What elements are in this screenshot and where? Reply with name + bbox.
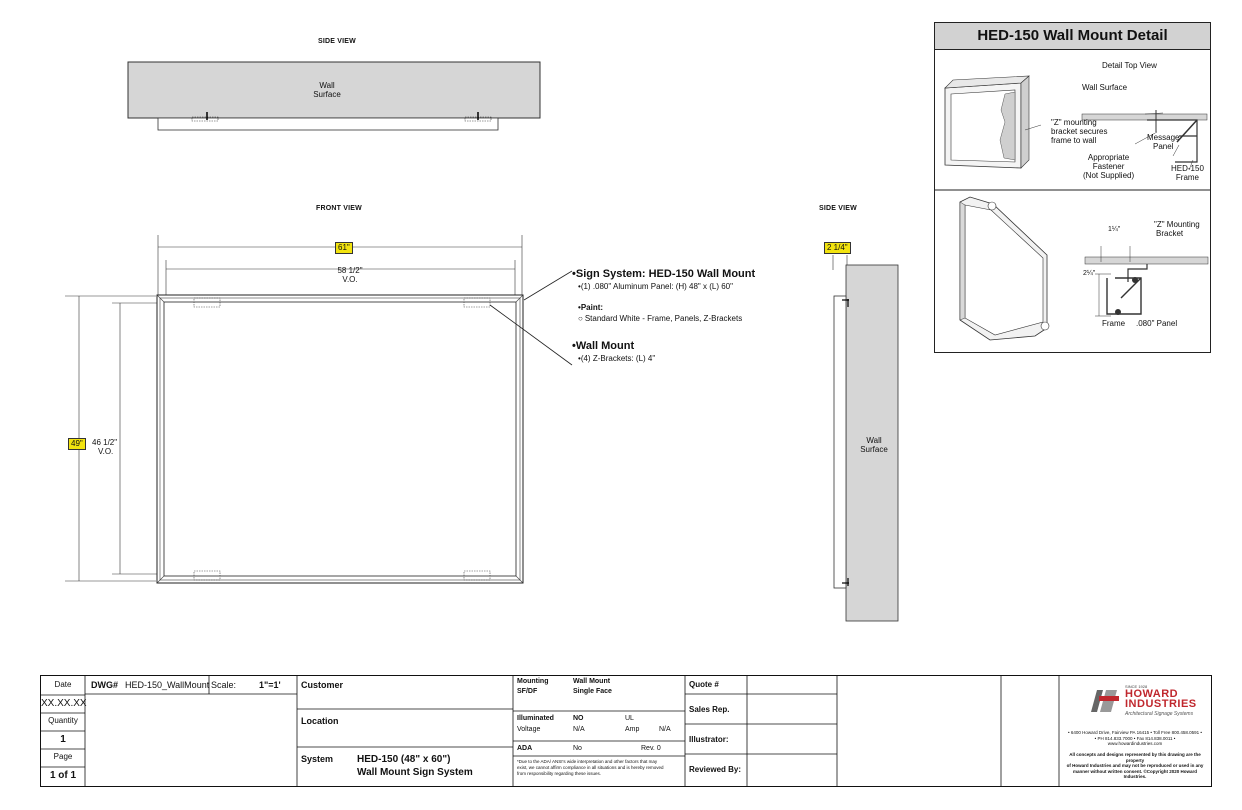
fastener-line3: (Not Supplied): [1083, 171, 1135, 180]
fastener-line2: Fastener: [1092, 162, 1125, 171]
ul-label: UL: [625, 715, 634, 722]
address-line1: • 6400 Howard Drive, Fairview PA 16415 • Toll Free 800.458.0591 •: [1068, 730, 1202, 735]
ada-disclaimer: [517, 759, 683, 777]
paint-title: Paint:: [580, 303, 604, 312]
date-label: Date: [54, 680, 72, 689]
copyright-line3: manner without written consent. ©Copyright 2020 Howard Industries.: [1072, 768, 1198, 779]
vo-height-sub: V.O.: [98, 447, 114, 456]
z-mounting-bracket-line1: "Z" Mounting: [1154, 220, 1200, 229]
system-label: System: [301, 754, 334, 764]
sales-rep-label: Sales Rep.: [689, 705, 730, 714]
vo-height-value: 46 1/2": [92, 438, 118, 447]
illuminated-label: Illuminated: [517, 715, 554, 722]
sign-system-title: Sign System: HED-150 Wall Mount: [575, 268, 756, 280]
logo-line2: INDUSTRIES: [1125, 698, 1197, 710]
z-mounting-bracket-label: [1154, 220, 1200, 238]
message-panel-line1: Message: [1147, 133, 1180, 142]
system-value-2: Wall Mount Sign System: [357, 767, 473, 778]
z-bracket-note-line2: bracket secures: [1051, 127, 1108, 136]
page-label: Page: [53, 752, 73, 761]
vo-width-value: 58 1/2": [337, 266, 363, 275]
detail-wall-surface-label: Wall Surface: [1082, 83, 1128, 92]
vo-width-label: [330, 266, 370, 284]
quote-label: Quote #: [689, 680, 719, 689]
z-bracket-note-line3: frame to wall: [1051, 136, 1097, 145]
howard-logo-mark: [1089, 686, 1119, 714]
sign-system-heading: •Sign System: HED-150 Wall Mount: [572, 268, 756, 280]
z-bracket-note-line1: "Z" mounting: [1051, 118, 1097, 127]
rev-value: Rev. 0: [641, 745, 661, 752]
dwg-value: HED-150_WallMount: [125, 680, 210, 690]
hed-frame-line1: HED-150: [1171, 164, 1204, 173]
logo-tagline: Architectural Signage Systems: [1125, 711, 1194, 717]
side-view-top-drawing: [120, 60, 560, 140]
wall-surface-right-line2: Surface: [860, 445, 888, 454]
hed-frame-line2: Frame: [1175, 173, 1200, 182]
paint-heading: •Paint:: [578, 303, 604, 312]
disclaimer-line2: exist, we cannot affirm compliance in all situations and is hereby removed: [517, 765, 664, 770]
date-value: XX.XX.XX: [41, 698, 87, 709]
detail-top-drawings: [935, 50, 1210, 352]
quantity-value: 1: [60, 734, 66, 745]
front-view-title: FRONT VIEW: [316, 205, 362, 212]
scale-label: Scale:: [211, 680, 237, 690]
sfdf-label: SF/DF: [517, 688, 538, 695]
vo-width-sub: V.O.: [342, 275, 358, 284]
wall-surface-right-line1: Wall: [866, 436, 882, 445]
side-view-right-title: SIDE VIEW: [819, 205, 857, 212]
logo-line1: HOWARD: [1125, 688, 1179, 700]
disclaimer-line1: *Due to the ADA/ ANSI's wide interpretation and other factors that may: [517, 759, 658, 764]
voltage-value: N/A: [573, 726, 585, 733]
wall-mount-item-text: (4) Z-Brackets: (L) 4": [580, 354, 656, 363]
illustrator-label: Illustrator:: [689, 735, 729, 744]
z-bracket-note: [1051, 118, 1107, 145]
quantity-label: Quantity: [48, 716, 78, 725]
system-value-1: HED-150 (48" x 60"): [357, 754, 451, 765]
ada-value: No: [573, 745, 582, 752]
paint-item: ○ Standard White - Frame, Panels, Z-Brackets: [578, 314, 743, 323]
z-mounting-bracket-line2: Bracket: [1156, 229, 1184, 238]
illuminated-value: NO: [573, 715, 584, 722]
wall-surface-top-line2: Surface: [313, 90, 341, 99]
overall-height-dim: 49": [68, 438, 86, 450]
paint-item-text: Standard White - Frame, Panels, Z-Brackets: [584, 314, 743, 323]
spec-notes: [572, 268, 832, 363]
panel-label: .080" Panel: [1136, 319, 1178, 328]
sfdf-value: Single Face: [573, 688, 612, 695]
voltage-label: Voltage: [517, 726, 541, 733]
amp-value: N/A: [659, 726, 671, 733]
copyright-line1: All concepts and designs represented by this drawing are the property: [1069, 752, 1201, 763]
sign-system-item-text: (1) .080" Aluminum Panel: (H) 48" x (L) 60": [580, 282, 733, 291]
message-panel-line2: Panel: [1153, 142, 1174, 151]
dim-2-1-4: 2¼": [1083, 270, 1096, 277]
company-address: [1061, 730, 1209, 747]
dwg-label: DWG#: [91, 680, 118, 690]
disclaimer-line3: from responsibility regarding these issues.: [517, 771, 602, 776]
frame-label: Frame: [1102, 319, 1126, 328]
title-block: [40, 675, 1212, 787]
mounting-label: Mounting: [517, 678, 549, 685]
address-line3: www.howardindustries.com: [1107, 741, 1163, 746]
front-view-drawing: [60, 225, 580, 600]
ada-label: ADA: [517, 745, 533, 752]
logo-since: SINCE 1928: [1125, 684, 1148, 689]
fastener-label: [1083, 153, 1134, 180]
wall-surface-top-label: [312, 81, 342, 99]
vo-height-label: [92, 438, 132, 456]
wall-mount-detail-panel: [934, 22, 1211, 353]
hed-frame-label: [1171, 164, 1204, 182]
address-line2: • PH 814.833.7000 • Fax 814.838.0011 •: [1094, 735, 1176, 741]
wall-surface-right-label: [857, 436, 891, 454]
customer-label: Customer: [301, 680, 344, 690]
detail-title: HED-150 Wall Mount Detail: [935, 23, 1210, 50]
wall-mount-title: Wall Mount: [575, 340, 635, 352]
copyright-line2: of Howard Industries and may not be reproduced or used in any: [1066, 763, 1204, 768]
wall-mount-heading: •Wall Mount: [572, 340, 635, 352]
depth-dim: 2 1/4": [824, 242, 851, 254]
side-view-top-title: SIDE VIEW: [318, 38, 356, 45]
location-label: Location: [301, 716, 339, 726]
sign-system-item: •(1) .080" Aluminum Panel: (H) 48" x (L) 60": [578, 282, 733, 291]
message-panel-label: [1147, 133, 1179, 151]
amp-label: Amp: [625, 726, 640, 733]
overall-width-dim: 61": [335, 242, 353, 254]
wall-surface-top-line1: Wall: [319, 81, 335, 90]
page-value: 1 of 1: [49, 770, 77, 781]
copyright-notice: [1061, 752, 1209, 780]
mounting-value: Wall Mount: [573, 678, 611, 685]
wall-mount-item: •(4) Z-Brackets: (L) 4": [578, 354, 656, 363]
fastener-line1: Appropriate: [1087, 153, 1130, 162]
dim-1-1-4: 1¼": [1108, 226, 1121, 233]
detail-top-view-label: Detail Top View: [1102, 61, 1157, 70]
reviewed-by-label: Reviewed By:: [689, 765, 742, 774]
scale-value: 1"=1': [259, 680, 281, 690]
